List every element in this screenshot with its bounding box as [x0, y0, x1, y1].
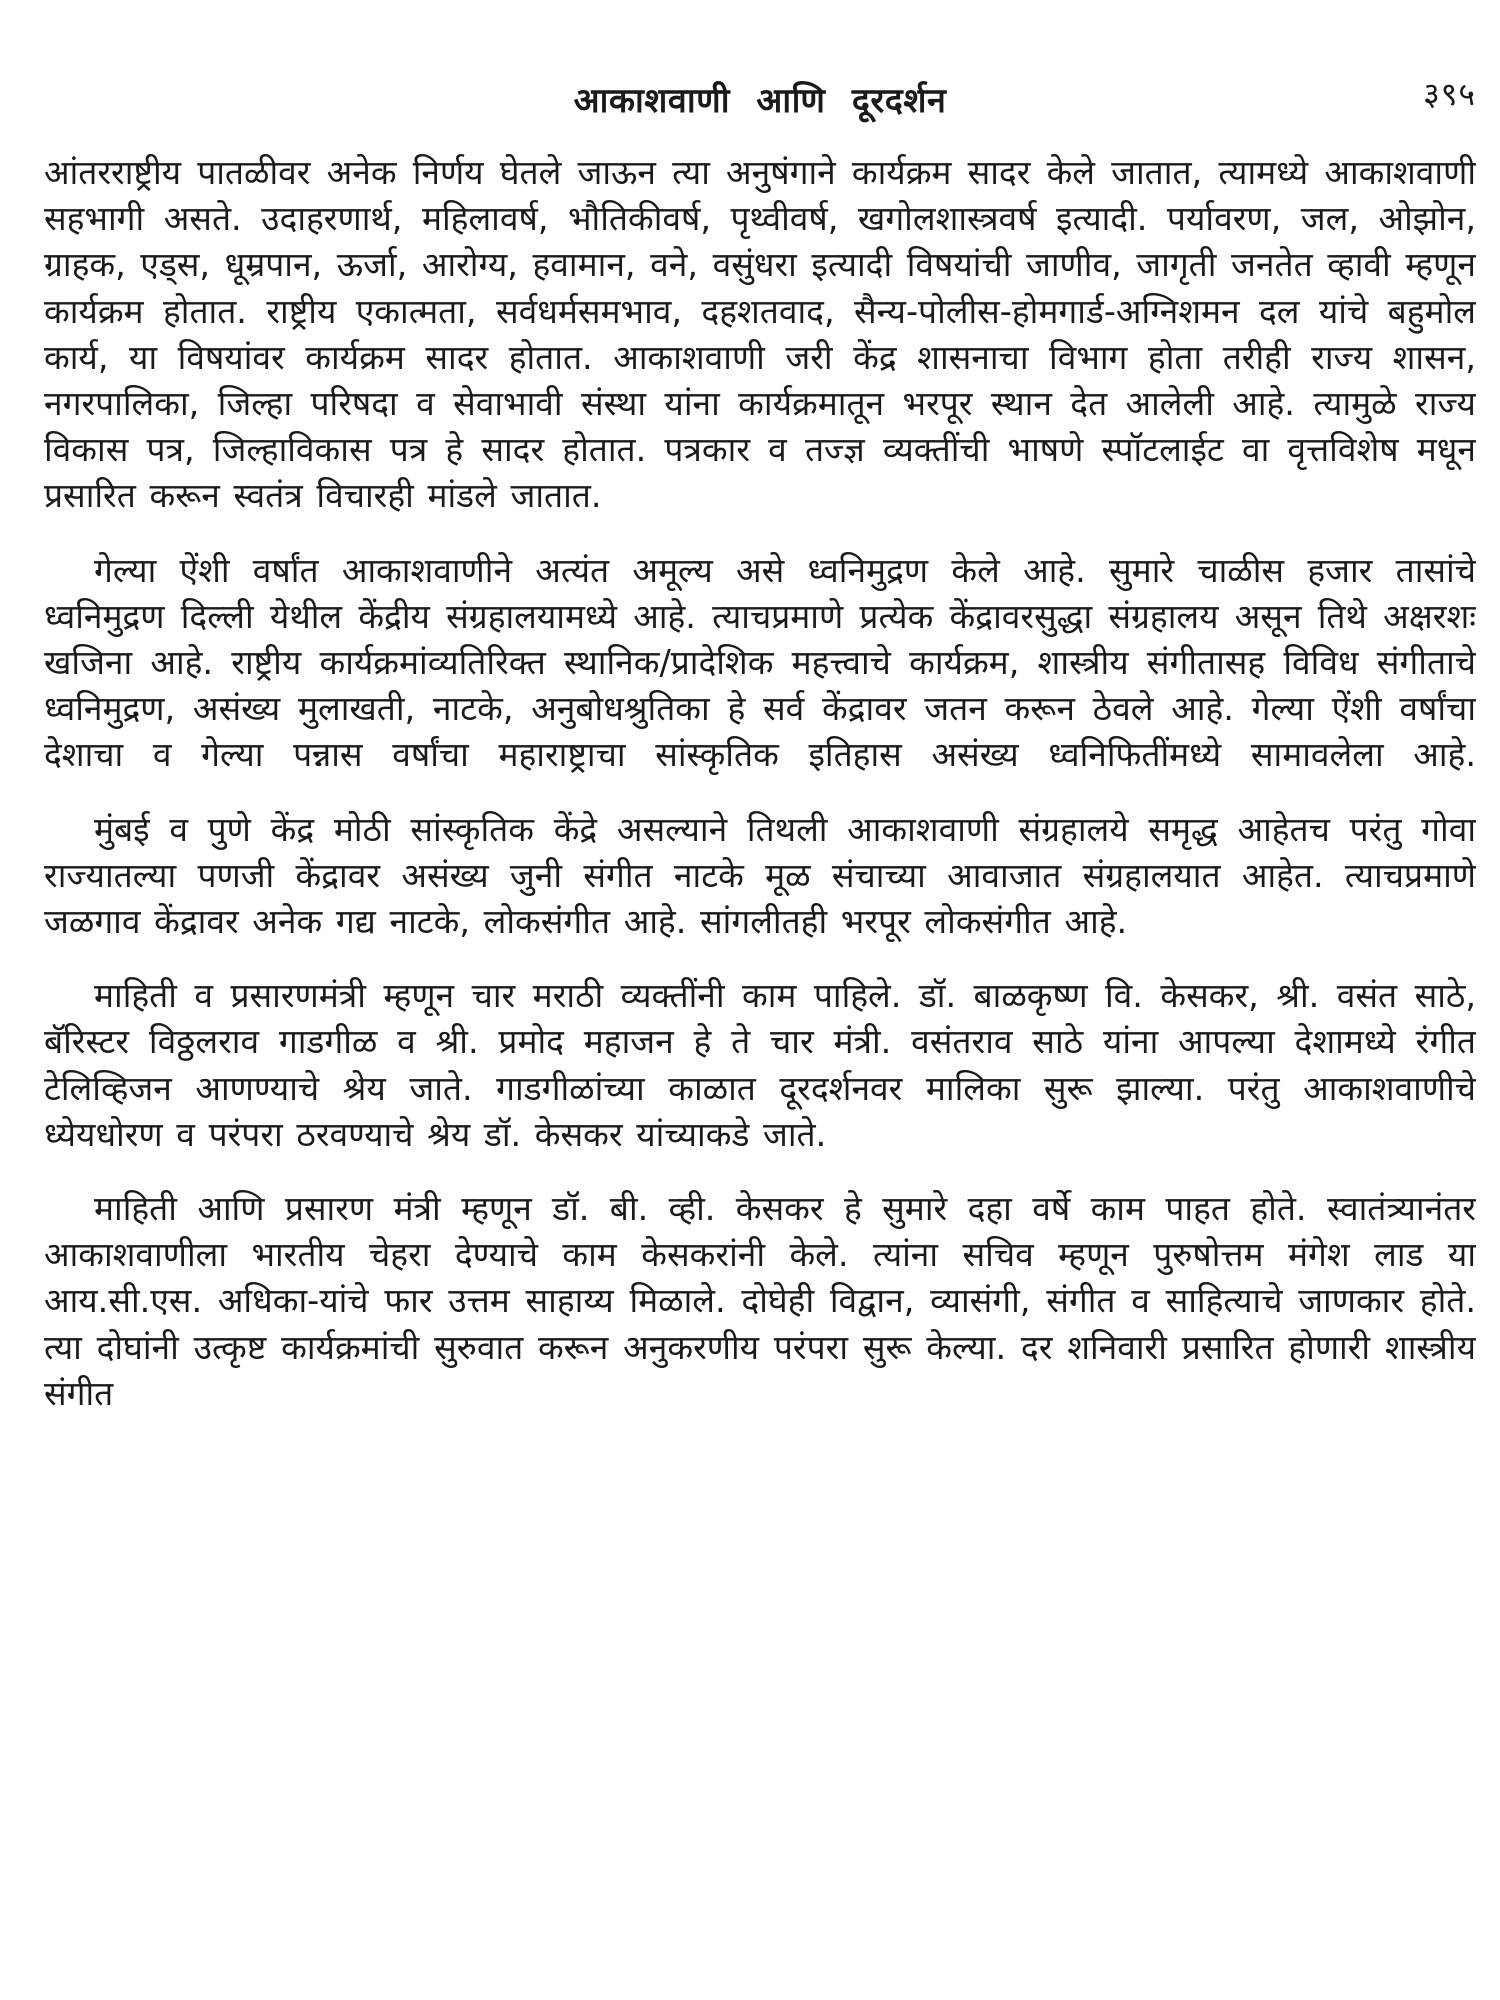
paragraph-2: गेल्या ऐंशी वर्षांत आकाशवाणीने अत्यंत अमूल्य असे ध्वनिमुद्रण केले आहे. सुमारे चाळीस हजार तासांचे ध्वनिमुद्रण दिल्ली येथील केंद्रीय संग्रहालयामध्ये आहे. त्याचप्रमाणे प्रत्येक केंद्रावरसुद्धा संग्रहालय असून तिथे अक्षरशः खजिना आहे. राष्ट्रीय कार्यक्रमांव्यतिरिक्त स्थानिक/प्रादेशिक महत्त्वाचे कार्यक्रम, शास्त्रीय संगीतासह विविध संगीताचे ध्वनिमुद्रण, असंख्य मुलाखती, नाटके, अनुबोधश्रुतिका हे सर्व केंद्रावर जतन करून ठेवले आहे. गेल्या ऐंशी वर्षांचा देशाचा व गेल्या पन्नास वर्षांचा महाराष्ट्राचा सांस्कृतिक इतिहास असंख्य ध्वनिफितींमध्ये सामावलेला आहे.	[44, 550, 1476, 775]
page-number: ३९५	[1423, 75, 1476, 113]
book-page	[44, 0, 1476, 2000]
paragraph-1: आंतरराष्ट्रीय पातळीवर अनेक निर्णय घेतले जाऊन त्या अनुषंगाने कार्यक्रम सादर केले जातात, त्यामध्ये आकाशवाणी सहभागी असते. उदाहरणार्थ, महिलावर्ष, भौतिकीवर्ष, पृथ्वीवर्ष, खगोलशास्त्रवर्ष इत्यादी. पर्यावरण, जल, ओझोन, ग्राहक, एड्स, धूम्रपान, ऊर्जा, आरोग्य, हवामान, वने, वसुंधरा इत्यादी विषयांची जाणीव, जागृती जनतेत व्हावी म्हणून कार्यक्रम होतात. राष्ट्रीय एकात्मता, सर्वधर्मसमभाव, दहशतवाद, सैन्य-पोलीस-होमगार्ड-अग्निशमन दल यांचे बहुमोल कार्य, या विषयांवर कार्यक्रम सादर होतात. आकाशवाणी जरी केंद्र शासनाचा विभाग होता तरीही राज्य शासन, नगरपालिका, जिल्हा परिषदा व सेवाभावी संस्था यांना कार्यक्रमातून भरपूर स्थान देत आलेली आहे. त्यामुळे राज्य विकास पत्र, जिल्हाविकास पत्र हे सादर होतात. पत्रकार व तज्ज्ञ व्यक्तींची भाषणे स्पॉटलाईट वा वृत्तविशेष मधून प्रसारित करून स्वतंत्र विचारही मांडले जातात.	[44, 153, 1476, 516]
page-header	[44, 0, 1476, 150]
paragraph-4: माहिती व प्रसारणमंत्री म्हणून चार मराठी व्यक्तींनी काम पाहिले. डॉ. बाळकृष्ण वि. केसकर, श्री. वसंत साठे, बॅरिस्टर विठ्ठलराव गाडगीळ व श्री. प्रमोद महाजन हे ते चार मंत्री. वसंतराव साठे यांना आपल्या देशामध्ये रंगीत टेलिव्हिजन आणण्याचे श्रेय जाते. गाडगीळांच्या काळात दूरदर्शनवर मालिका सुरू झाल्या. परंतु आकाशवाणीचे ध्येयधोरण व परंपरा ठरवण्याचे श्रेय डॉ. केसकर यांच्याकडे जाते.	[44, 976, 1476, 1154]
body-text	[44, 150, 1476, 1417]
paragraph-3: मुंबई व पुणे केंद्र मोठी सांस्कृतिक केंद्रे असल्याने तिथली आकाशवाणी संग्रहालये समृद्ध आहेतच परंतु गोवा राज्यातल्या पणजी केंद्रावर असंख्य जुनी संगीत नाटके मूळ संचाच्या आवाजात संग्रहालयात आहेत. त्याचप्रमाणे जळगाव केंद्रावर अनेक गद्य नाटके, लोकसंगीत आहे. सांगलीतही भरपूर लोकसंगीत आहे.	[44, 809, 1476, 942]
paragraph-5: माहिती आणि प्रसारण मंत्री म्हणून डॉ. बी. व्ही. केसकर हे सुमारे दहा वर्षे काम पाहत होते. स्वातंत्र्यानंतर आकाशवाणीला भारतीय चेहरा देण्याचे काम केसकरांनी केले. त्यांना सचिव म्हणून पुरुषोत्तम मंगेश लाड या आय.सी.एस. अधिका-यांचे फार उत्तम साहाय्य मिळाले. दोघेही विद्वान, व्यासंगी, संगीत व साहित्याचे जाणकार होते. त्या दोघांनी उत्कृष्ट कार्यक्रमांची सुरुवात करून अनुकरणीय परंपरा सुरू केल्या. दर शनिवारी प्रसारित होणारी शास्त्रीय संगीत	[44, 1189, 1476, 1413]
running-title: आकाशवाणी आणि दूरदर्शन	[573, 81, 947, 121]
